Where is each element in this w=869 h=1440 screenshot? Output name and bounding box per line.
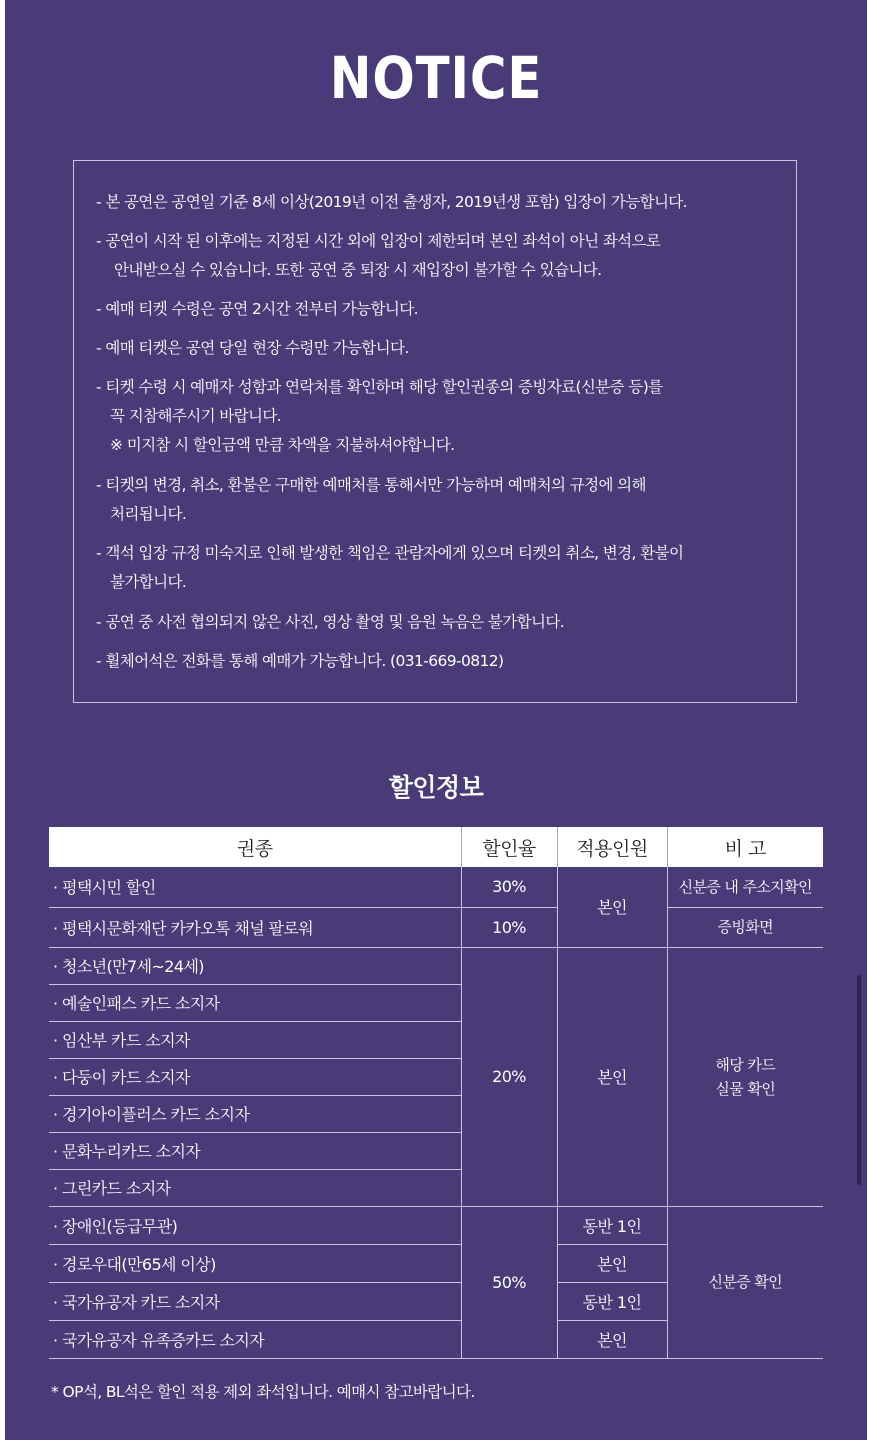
ticket-type-cell: · 문화누리카드 소지자: [49, 1132, 461, 1169]
ticket-type-cell: · 다둥이 카드 소지자: [49, 1058, 461, 1095]
discount-table: [49, 827, 823, 1359]
notice-line: 불가합니다.: [110, 573, 187, 591]
notice-title: NOTICE: [329, 44, 543, 112]
notice-line: 안내받으실 수 있습니다. 또한 공연 중 퇴장 시 재입장이 불가할 수 있습니다.: [114, 261, 602, 279]
rate-cell: 20%: [461, 947, 557, 1206]
table-row: [49, 1206, 823, 1244]
ticket-type-cell: · 예술인패스 카드 소지자: [49, 984, 461, 1021]
notice-line: 꼭 지참해주시기 바랍니다.: [110, 407, 282, 425]
table-row: [49, 947, 823, 984]
ticket-type-cell: · 임산부 카드 소지자: [49, 1021, 461, 1058]
scrollbar-thumb[interactable]: [857, 975, 861, 1185]
notice-line: - 예매 티켓은 공연 당일 현장 수령만 가능합니다.: [96, 339, 409, 357]
persons-cell: 본인: [557, 867, 667, 947]
notice-line: - 객석 입장 규정 미숙지로 인해 발생한 책임은 관람자에게 있으며 티켓의 취소, 변경, 환불이: [96, 544, 684, 562]
ticket-type-cell: · 경기아이플러스 카드 소지자: [49, 1095, 461, 1132]
notice-line: - 공연 중 사전 협의되지 않은 사진, 영상 촬영 및 음원 녹음은 불가합니다.: [96, 613, 565, 631]
note-cell: 증빙화면: [667, 907, 823, 947]
header-ticket-type: 권종: [49, 827, 461, 867]
ticket-type-cell: · 국가유공자 카드 소지자: [49, 1282, 461, 1320]
discount-footnote: * OP석, BL석은 할인 적용 제외 좌석입니다. 예매시 참고바랍니다.: [51, 1383, 475, 1401]
notice-line: - 공연이 시작 된 이후에는 지정된 시간 외에 입장이 제한되며 본인 좌석이 아닌 좌석으로: [96, 232, 661, 250]
note-cell: 신분증 내 주소지확인: [667, 867, 823, 907]
notice-line: - 티켓의 변경, 취소, 환불은 구매한 예매처를 통해서만 가능하며 예매처의 규정에 의해: [96, 476, 646, 494]
ticket-type-cell: · 평택시민 할인: [49, 867, 461, 907]
note-line: 해당 카드: [715, 1055, 776, 1074]
header-applicable-persons: 적용인원: [557, 827, 667, 867]
table-header-row: [49, 827, 823, 867]
discount-table-wrap: [49, 827, 823, 1359]
notice-line: - 본 공연은 공연일 기준 8세 이상(2019년 이전 출생자, 2019년생 포함) 입장이 가능합니다.: [96, 193, 688, 211]
notice-line: - 예매 티켓 수령은 공연 2시간 전부터 가능합니다.: [96, 300, 418, 318]
persons-cell: 본인: [557, 1320, 667, 1358]
persons-cell: 본인: [557, 1244, 667, 1282]
notice-line: ※ 미지참 시 할인금액 만큼 차액을 지불하셔야합니다.: [110, 436, 455, 454]
rate-cell: 30%: [461, 867, 557, 907]
persons-cell: 본인: [557, 947, 667, 1206]
rate-cell: 10%: [461, 907, 557, 947]
notice-line: 처리됩니다.: [110, 505, 187, 523]
note-cell: [667, 947, 823, 1206]
header-remarks: 비 고: [667, 827, 823, 867]
notice-panel: [5, 0, 867, 1440]
ticket-type-cell: · 그린카드 소지자: [49, 1169, 461, 1206]
ticket-type-cell: · 장애인(등급무관): [49, 1206, 461, 1244]
rate-cell: 50%: [461, 1206, 557, 1358]
discount-heading: 할인정보: [388, 773, 484, 802]
notice-box: [73, 160, 797, 703]
note-cell: 신분증 확인: [667, 1206, 823, 1358]
notice-line: - 티켓 수령 시 예매자 성함과 연락처를 확인하며 해당 할인권종의 증빙자료(신분증 등)를: [96, 378, 663, 396]
table-row: [49, 867, 823, 907]
ticket-type-cell: · 평택시문화재단 카카오톡 채널 팔로워: [49, 907, 461, 947]
persons-cell: 동반 1인: [557, 1282, 667, 1320]
note-line: 실물 확인: [715, 1079, 776, 1098]
notice-line: - 휠체어석은 전화를 통해 예매가 가능합니다. (031-669-0812): [96, 652, 504, 670]
ticket-type-cell: · 청소년(만7세~24세): [49, 947, 461, 984]
table-row: [49, 907, 823, 947]
ticket-type-cell: · 국가유공자 유족증카드 소지자: [49, 1320, 461, 1358]
header-discount-rate: 할인율: [461, 827, 557, 867]
ticket-type-cell: · 경로우대(만65세 이상): [49, 1244, 461, 1282]
persons-cell: 동반 1인: [557, 1206, 667, 1244]
